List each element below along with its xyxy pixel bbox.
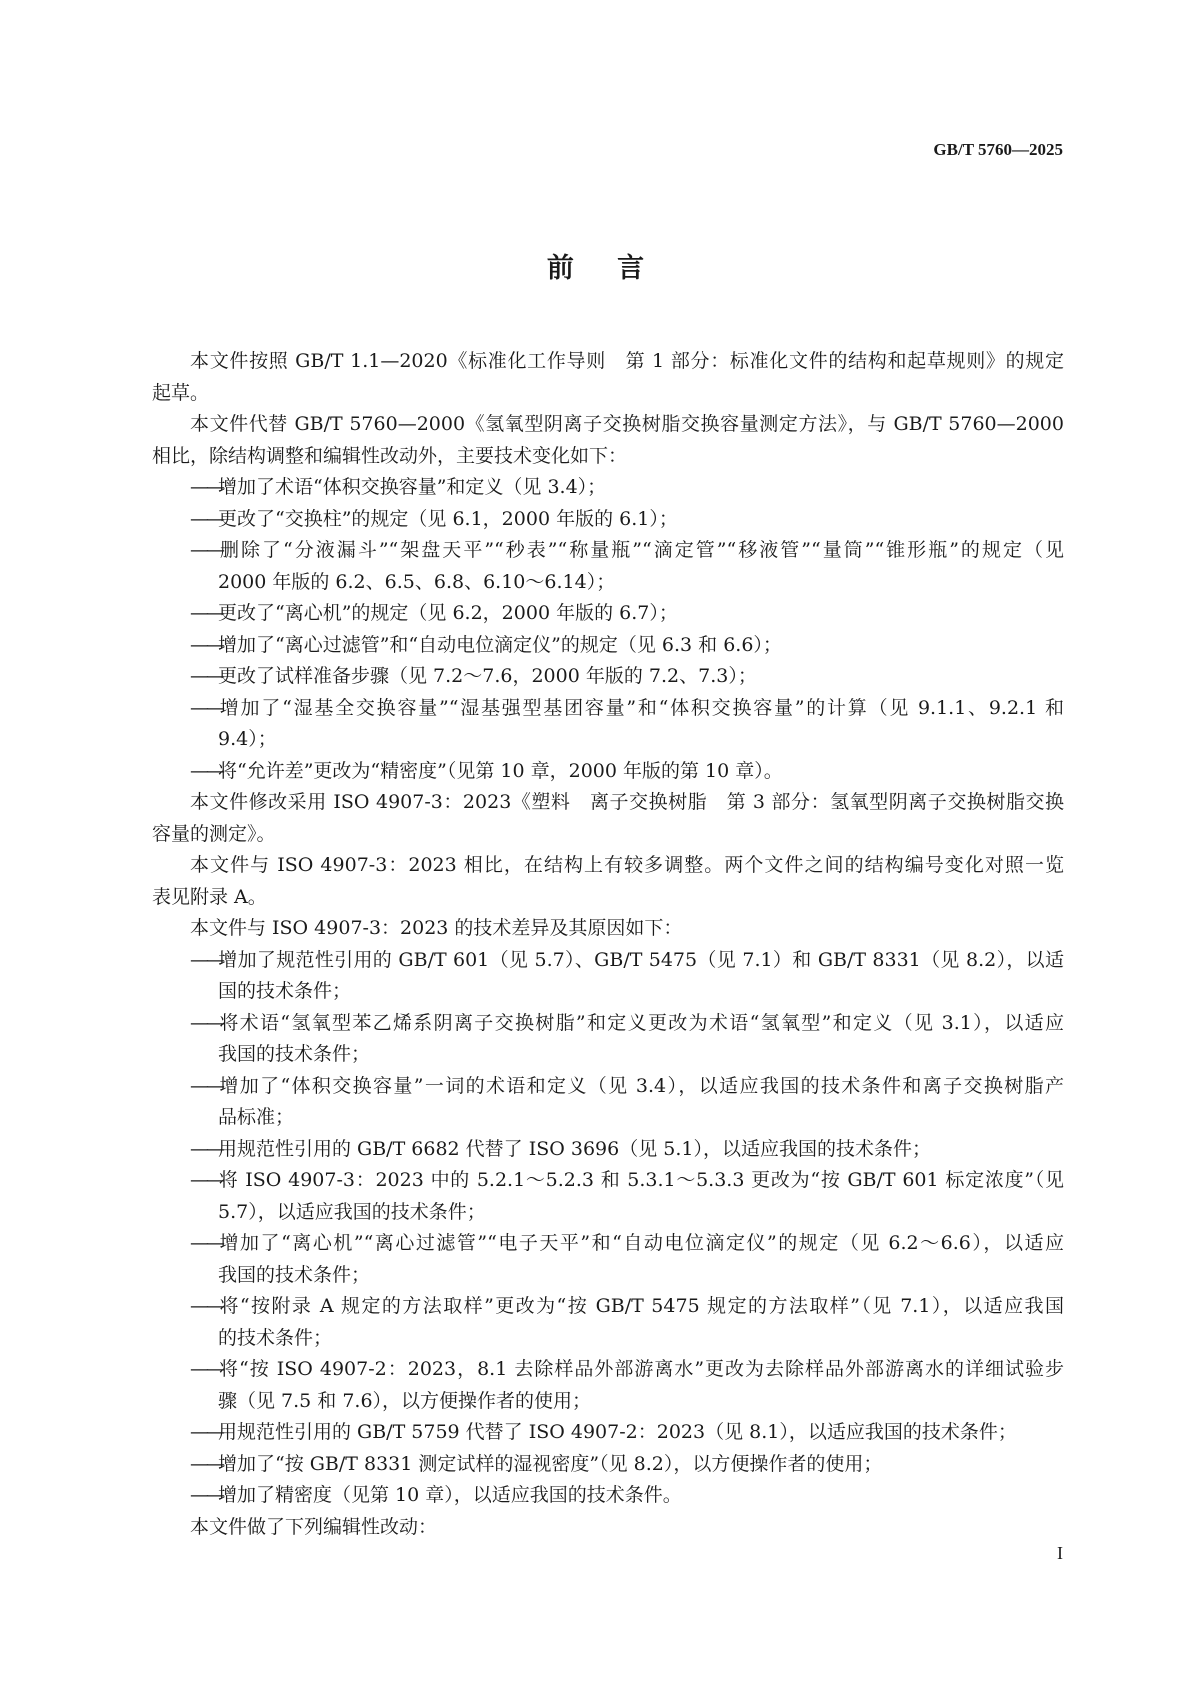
page-title: 前言: [546, 253, 688, 284]
text-line: [152, 724, 1064, 756]
list-dash: ——: [190, 507, 222, 530]
text-line: [152, 378, 1064, 410]
text-line: [152, 346, 1064, 378]
text-line: [152, 1291, 1064, 1323]
text-line: [152, 693, 1064, 725]
list-dash: ——: [190, 948, 222, 971]
line-text: 删除了“分液漏斗”“架盘天平”“秒表”“称量瓶”“滴定管”“移液管”“量筒”“锥形瓶”的规定（见: [218, 539, 1064, 561]
line-text: 增加了“按 GB/T 8331 测定试样的湿视密度”（见 8.2），以方便操作者的使用；: [218, 1452, 883, 1475]
text-line: [152, 1197, 1064, 1229]
text-line: [152, 1260, 1064, 1292]
line-text: 将“按 ISO 4907-2：2023，8.1 去除样品外部游离水”更改为去除样品外部游离水的详细试验步: [218, 1358, 1064, 1380]
text-line: [152, 913, 1064, 945]
paragraph: [152, 913, 1064, 945]
line-text: 更改了“离心机”的规定（见 6.2，2000 年版的 6.7）；: [218, 602, 678, 624]
line-text: 起草。: [152, 381, 210, 404]
list-item: [152, 1449, 1064, 1481]
list-item: [152, 1354, 1064, 1417]
list-item: [152, 1480, 1064, 1512]
list-dash: ——: [190, 759, 222, 782]
text-line: [152, 661, 1064, 693]
standard-number: GB/T 5760—2025: [933, 140, 1063, 159]
text-line: [152, 1354, 1064, 1386]
text-line: [152, 1134, 1064, 1166]
line-text: 将术语“氢氧型苯乙烯系阴离子交换树脂”和定义更改为术语“氢氧型”和定义（见 3.1），以适应: [218, 1011, 1064, 1034]
list-item: [152, 1134, 1064, 1166]
text-line: [152, 441, 1064, 473]
text-line: [152, 1417, 1064, 1449]
list-item: [152, 756, 1064, 788]
line-text: 2000 年版的 6.2、6.5、6.8、6.10～6.14）；: [218, 570, 616, 593]
text-line: [152, 976, 1064, 1008]
line-text: 更改了“交换柱”的规定（见 6.1，2000 年版的 6.1）；: [218, 507, 678, 530]
line-text: 更改了试样准备步骤（见 7.2～7.6，2000 年版的 7.2、7.3）；: [218, 665, 757, 687]
line-text: 本文件与 ISO 4907-3：2023 的技术差异及其原因如下：: [190, 917, 683, 939]
text-line: [152, 819, 1064, 851]
line-text: 5.7），以适应我国的技术条件；: [218, 1200, 486, 1223]
text-line: [152, 1449, 1064, 1481]
text-line: [152, 1512, 1064, 1544]
list-item: [152, 1071, 1064, 1134]
list-dash: ——: [190, 1295, 222, 1317]
list-dash: ——: [190, 696, 222, 719]
text-line: [152, 1323, 1064, 1355]
line-text: 增加了精密度（见第 10 章），以适应我国的技术条件。: [218, 1484, 682, 1506]
list-dash: ——: [190, 633, 222, 656]
paragraph: [152, 409, 1064, 472]
text-line: [152, 598, 1064, 630]
text-line: [152, 1480, 1064, 1512]
text-line: [152, 472, 1064, 504]
list-dash: ——: [190, 539, 222, 561]
line-text: 本文件做了下列编辑性改动：: [190, 1515, 438, 1538]
text-line: [152, 1071, 1064, 1103]
list-dash: ——: [190, 1011, 222, 1034]
text-line: [152, 882, 1064, 914]
list-dash: ——: [190, 1484, 222, 1506]
line-text: 本文件代替 GB/T 5760—2000《氢氧型阴离子交换树脂交换容量测定方法》，与 GB/T 5760—2000: [190, 413, 1064, 435]
line-text: 增加了“离心机”“离心过滤管”“电子天平”和“自动电位滴定仪”的规定（见 6.2～6.6），以适应: [218, 1232, 1064, 1254]
paragraph: [152, 346, 1064, 409]
list-item: [152, 1228, 1064, 1291]
line-text: 增加了“离心过滤管”和“自动电位滴定仪”的规定（见 6.3 和 6.6）；: [218, 633, 782, 656]
list-item: [152, 630, 1064, 662]
page-number: I: [1057, 1543, 1063, 1563]
paragraph: [152, 1512, 1064, 1544]
line-text: 用规范性引用的 GB/T 5759 代替了 ISO 4907-2：2023（见 8.1），以适应我国的技术条件；: [218, 1421, 1017, 1443]
list-item: [152, 693, 1064, 756]
list-dash: ——: [190, 1232, 222, 1254]
text-line: [152, 409, 1064, 441]
list-item: [152, 661, 1064, 693]
list-dash: ——: [190, 1169, 222, 1191]
text-line: [152, 1102, 1064, 1134]
text-line: [152, 630, 1064, 662]
line-text: 表见附录 A。: [152, 885, 267, 908]
paragraph: [152, 850, 1064, 913]
list-item: [152, 1165, 1064, 1228]
line-text: 将“按附录 A 规定的方法取样”更改为“按 GB/T 5475 规定的方法取样”（见 7.1），以适应我国: [218, 1295, 1064, 1317]
text-line: [152, 1228, 1064, 1260]
text-line: [152, 1039, 1064, 1071]
paragraph: [152, 787, 1064, 850]
list-item: [152, 535, 1064, 598]
line-text: 增加了“湿基全交换容量”“湿基强型基团容量”和“体积交换容量”的计算（见 9.1.1、9.2.1 和: [218, 696, 1064, 719]
text-line: [152, 535, 1064, 567]
line-text: 我国的技术条件；: [218, 1263, 371, 1286]
text-line: [152, 504, 1064, 536]
text-line: [152, 787, 1064, 819]
text-line: [152, 567, 1064, 599]
text-line: [152, 850, 1064, 882]
list-item: [152, 504, 1064, 536]
list-dash: ——: [190, 1421, 222, 1443]
list-item: [152, 1291, 1064, 1354]
list-item: [152, 1008, 1064, 1071]
list-dash: ——: [190, 1074, 222, 1097]
line-text: 本文件按照 GB/T 1.1—2020《标准化工作导则 第 1 部分：标准化文件的结构和起草规则》的规定: [190, 350, 1064, 372]
list-dash: ——: [190, 1358, 222, 1380]
list-item: [152, 945, 1064, 1008]
text-line: [152, 756, 1064, 788]
list-item: [152, 472, 1064, 504]
line-text: 的技术条件；: [218, 1326, 333, 1349]
line-text: 骤（见 7.5 和 7.6），以方便操作者的使用；: [218, 1389, 592, 1412]
list-dash: ——: [190, 602, 222, 624]
text-line: [152, 1008, 1064, 1040]
line-text: 相比，除结构调整和编辑性改动外，主要技术变化如下：: [152, 444, 628, 467]
line-text: 本文件与 ISO 4907-3：2023 相比，在结构上有较多调整。两个文件之间的结构编号变化对照一览: [190, 854, 1064, 876]
list-dash: ——: [190, 1137, 222, 1160]
list-dash: ——: [190, 476, 222, 498]
line-text: 国的技术条件；: [218, 980, 352, 1002]
list-dash: ——: [190, 665, 222, 687]
line-text: 增加了术语“体积交换容量”和定义（见 3.4）；: [218, 476, 607, 498]
list-dash: ——: [190, 1452, 222, 1475]
line-text: 9.4）；: [218, 728, 277, 750]
text-line: [152, 945, 1064, 977]
line-text: 容量的测定》。: [152, 822, 276, 845]
line-text: 品标准；: [218, 1106, 295, 1128]
line-text: 用规范性引用的 GB/T 6682 代替了 ISO 3696（见 5.1），以适应我国的技术条件；: [218, 1137, 931, 1160]
line-text: 增加了“体积交换容量”一词的术语和定义（见 3.4），以适应我国的技术条件和离子交换树脂产: [218, 1074, 1064, 1097]
line-text: 本文件修改采用 ISO 4907-3：2023《塑料 离子交换树脂 第 3 部分：氢氧型阴离子交换树脂交换: [190, 791, 1064, 813]
text-line: [152, 1165, 1064, 1197]
document-body: [152, 346, 1064, 1543]
line-text: 增加了规范性引用的 GB/T 601（见 5.7）、GB/T 5475（见 7.1）和 GB/T 8331（见 8.2），以适: [218, 948, 1064, 971]
list-item: [152, 598, 1064, 630]
list-item: [152, 1417, 1064, 1449]
line-text: 我国的技术条件；: [218, 1043, 371, 1065]
line-text: 将“允许差”更改为“精密度”（见第 10 章，2000 年版的第 10 章）。: [218, 759, 783, 782]
text-line: [152, 1386, 1064, 1418]
line-text: 将 ISO 4907-3：2023 中的 5.2.1～5.2.3 和 5.3.1～5.3.3 更改为“按 GB/T 601 标定浓度”（见: [218, 1169, 1064, 1191]
